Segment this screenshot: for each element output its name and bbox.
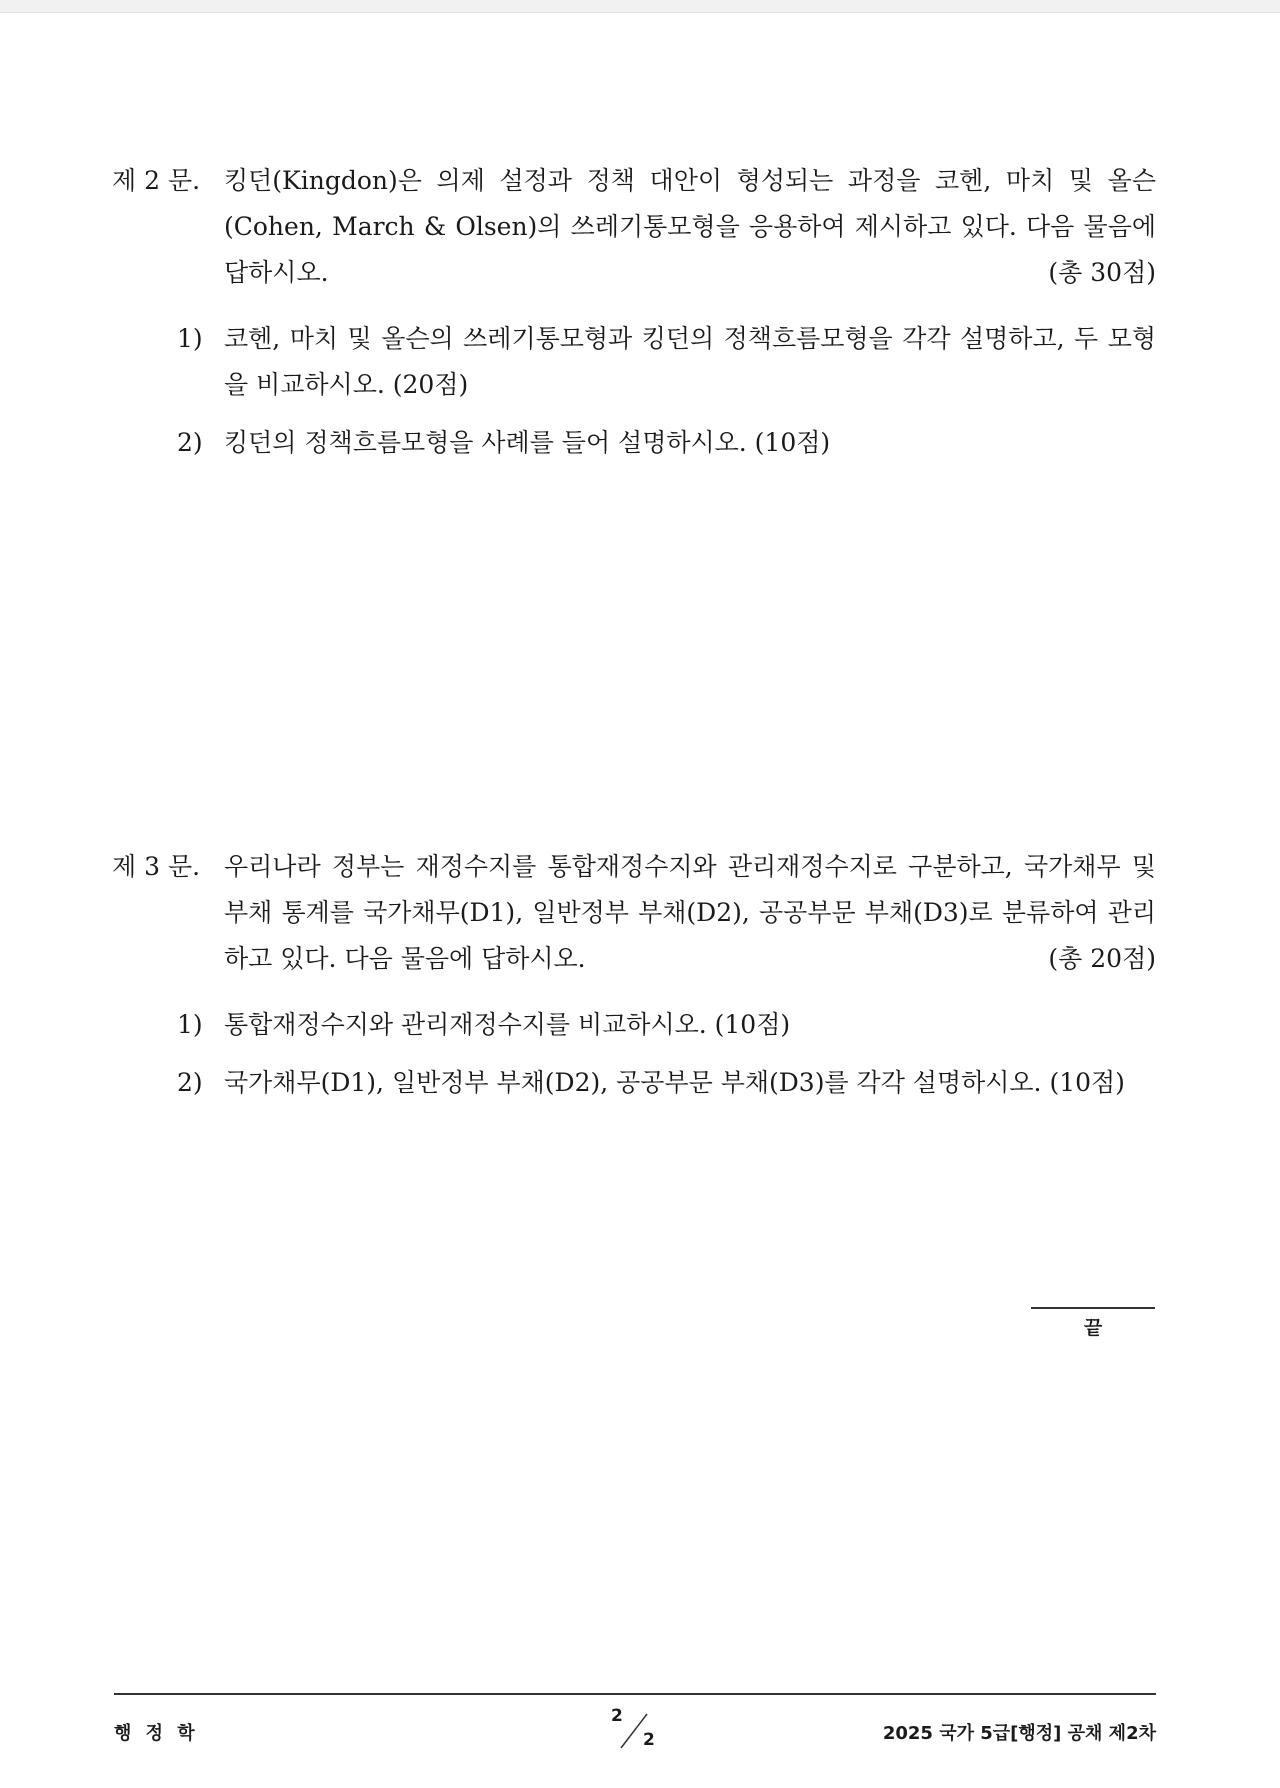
sub-question-number: 1) <box>177 324 203 353</box>
sub-question-list <box>112 316 1156 466</box>
sub-question-text: 킹던의 정책흐름모형을 사례를 들어 설명하시오. (10점) <box>224 428 831 457</box>
question-prompt-text: 킹던(Kingdon)은 의제 설정과 정책 대안이 형성되는 과정을 코헨, 마치 및 올슨(Cohen, March & Olsen)의 쓰레기통모형을 응용하여 제시하고 있다. 다음 물음에 답하시오. <box>224 166 1156 287</box>
end-mark-text: 끝 <box>1083 1317 1103 1339</box>
footer-rule <box>114 1693 1156 1695</box>
question-3 <box>112 844 1156 1118</box>
question-number: 제 2 문. <box>112 166 201 195</box>
sub-question <box>112 420 1156 466</box>
sub-question-list <box>112 1002 1156 1106</box>
sub-question-number: 2) <box>177 1068 203 1097</box>
page-footer <box>114 1700 1156 1760</box>
end-mark-rule <box>1031 1307 1155 1309</box>
page-number <box>611 1706 657 1754</box>
end-mark <box>1031 1307 1155 1340</box>
question-3-header <box>112 844 1156 982</box>
question-prompt <box>224 158 1156 296</box>
question-total-points: (총 20점) <box>1048 944 1156 973</box>
sub-question <box>112 1002 1156 1048</box>
sub-question-number: 2) <box>177 428 203 457</box>
sub-question-text: 통합재정수지와 관리재정수지를 비교하시오. (10점) <box>224 1010 791 1039</box>
footer-exam-title: 2025 국가 5급[행정] 공채 제2차 <box>882 1723 1156 1744</box>
page-current: 2 <box>611 1706 623 1726</box>
sub-question-number: 1) <box>177 1010 203 1039</box>
question-number: 제 3 문. <box>112 852 201 881</box>
sub-question-text: 국가채무(D1), 일반정부 부채(D2), 공공부문 부채(D3)를 각각 설명하시오. (10점) <box>224 1068 1125 1097</box>
question-prompt-text: 우리나라 정부는 재정수지를 통합재정수지와 관리재정수지로 구분하고, 국가채무 및 부채 통계를 국가채무(D1), 일반정부 부채(D2), 공공부문 부채(D3)로 분류하여 관리하고 있다. 다음 물음에 답하시오. <box>224 852 1156 973</box>
sub-question-text: 코헨, 마치 및 올슨의 쓰레기통모형과 킹던의 정책흐름모형을 각각 설명하고, 두 모형을 비교하시오. (20점) <box>224 324 1156 399</box>
question-2 <box>112 158 1156 478</box>
page-total: 2 <box>643 1730 655 1750</box>
question-2-header <box>112 158 1156 296</box>
question-prompt <box>224 844 1156 982</box>
sub-question <box>112 1060 1156 1106</box>
footer-subject: 행 정 학 <box>114 1723 199 1744</box>
viewer-top-strip <box>0 0 1280 13</box>
sub-question <box>112 316 1156 408</box>
question-total-points: (총 30점) <box>1048 258 1156 287</box>
